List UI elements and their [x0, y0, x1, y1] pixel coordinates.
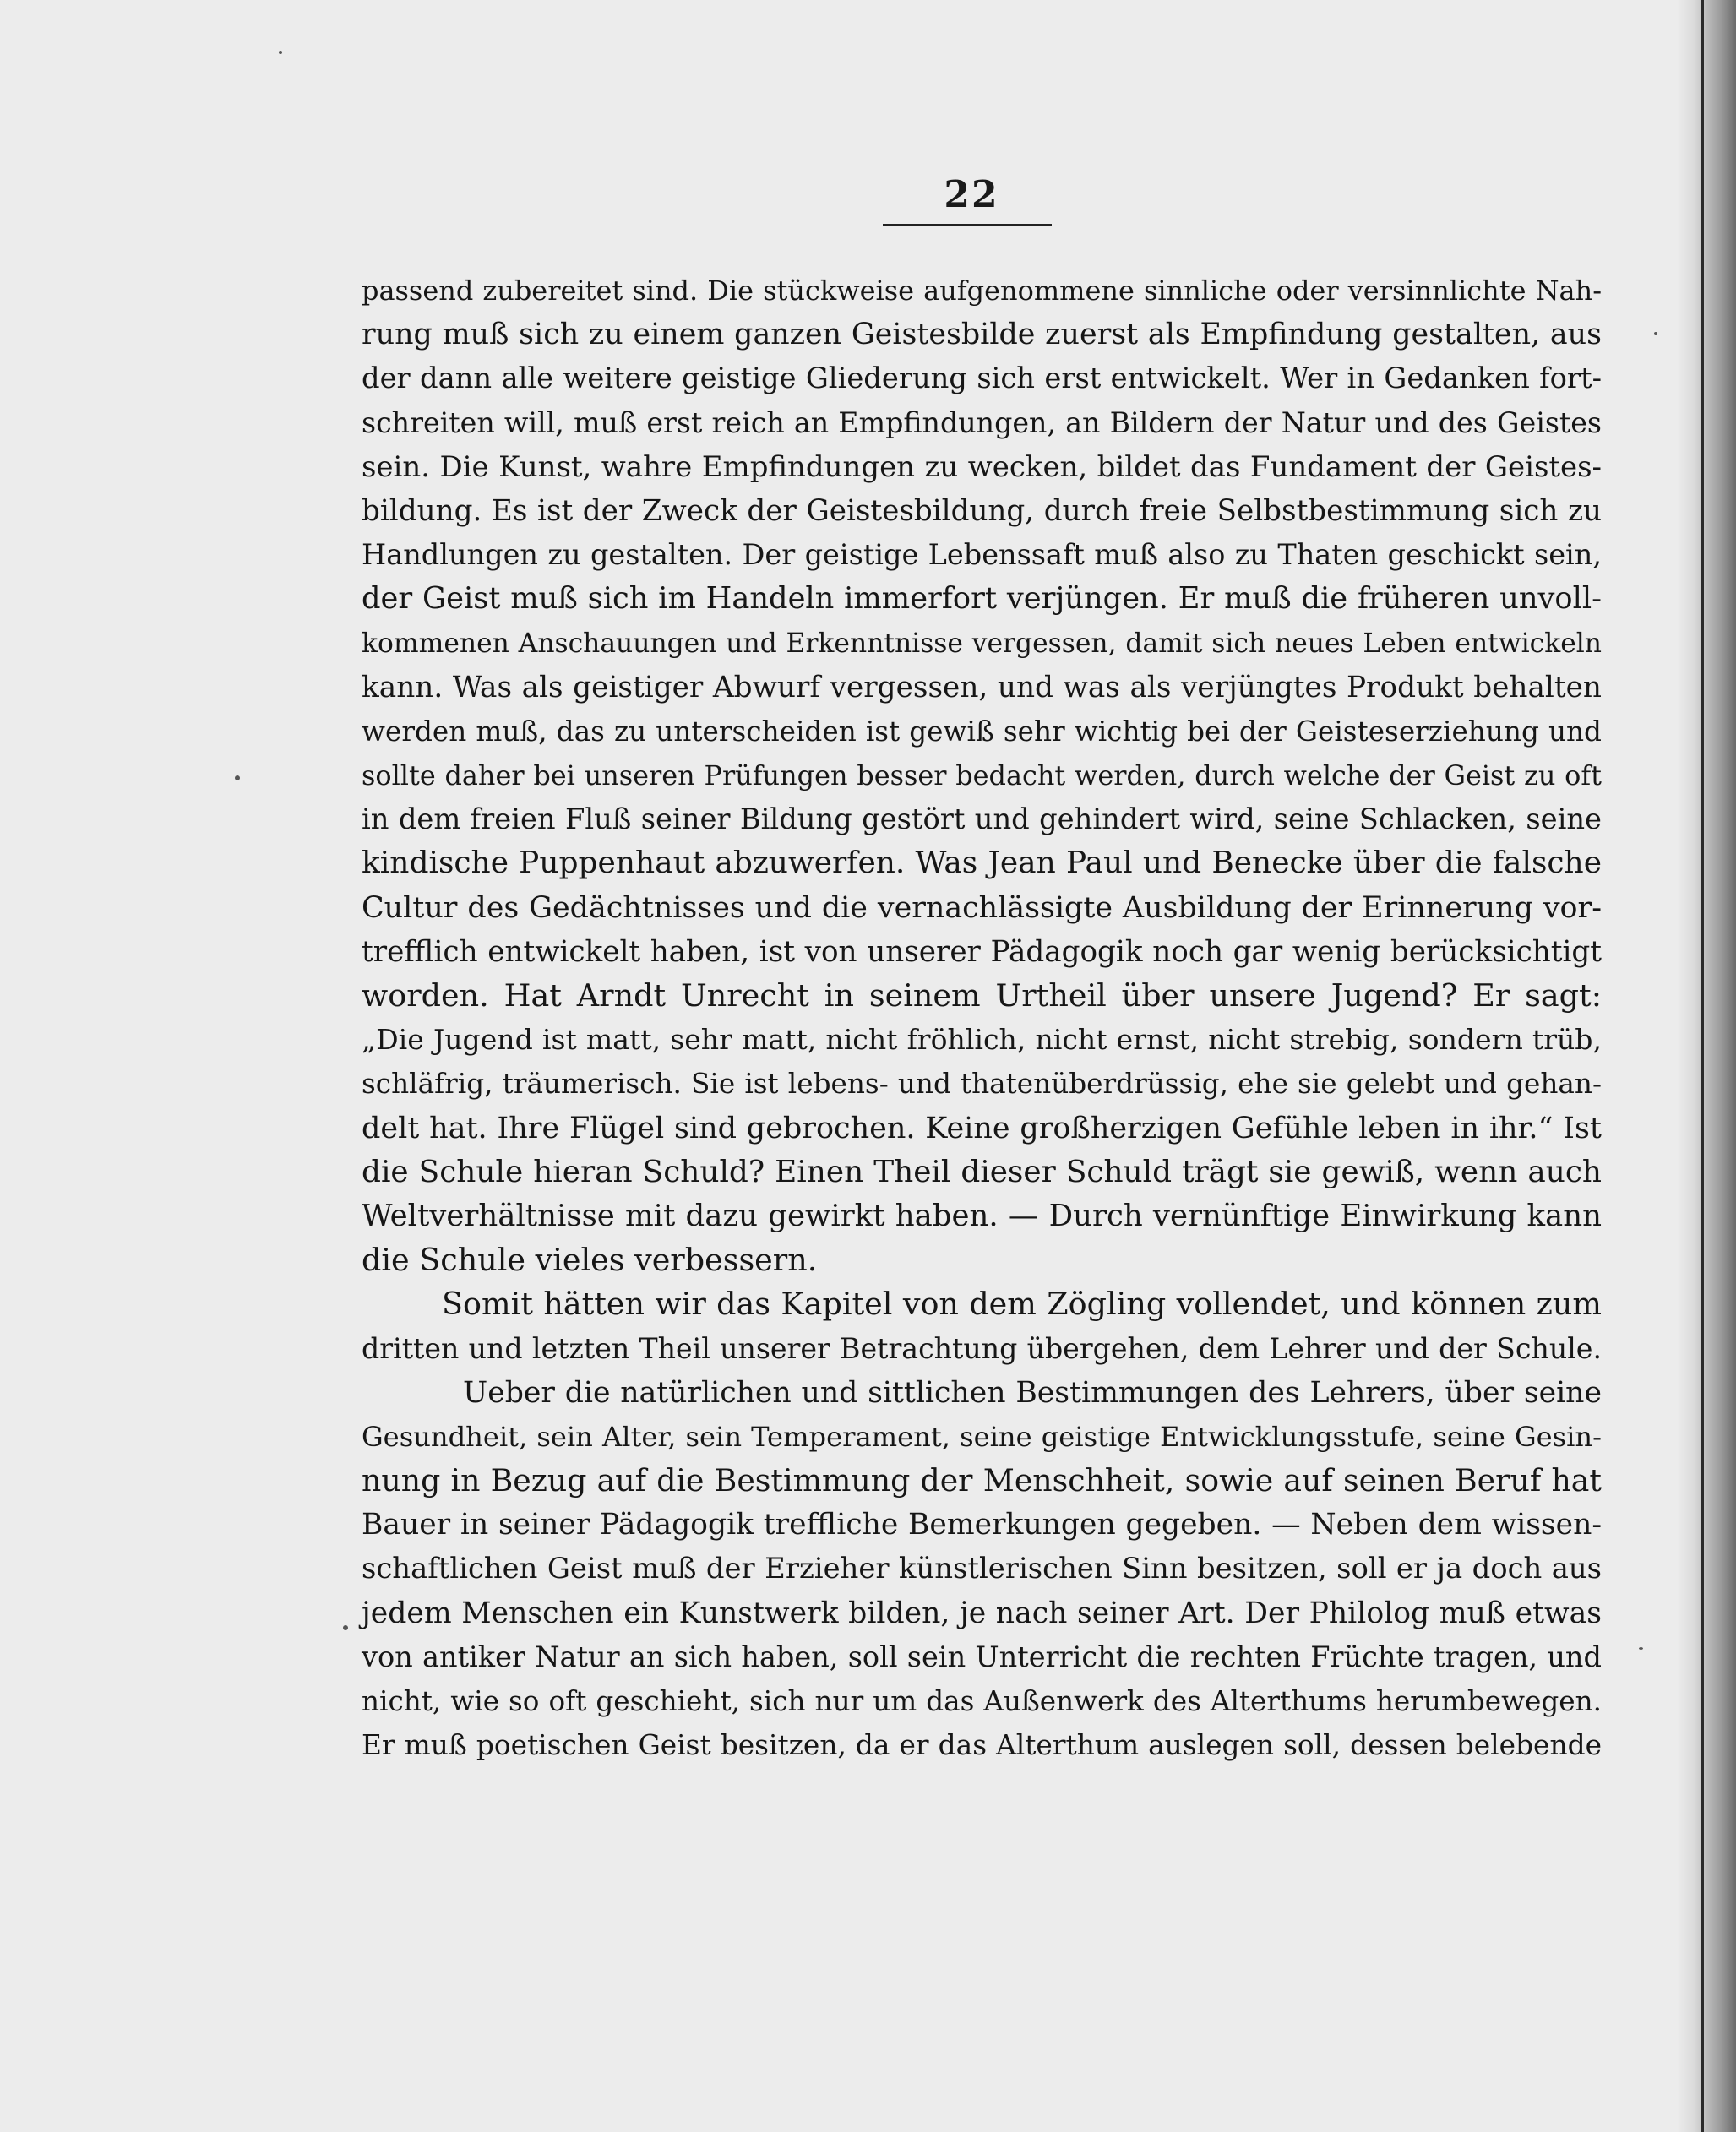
- text-line-5: sein. Die Kunst, wahre Empfindungen zu wecken, bildet das Fundament der Geistes-: [362, 449, 1602, 484]
- text-line-32: von antiker Natur an sich haben, soll sein Unterricht die rechten Früchte tragen, und: [362, 1640, 1602, 1673]
- text-line-3: der dann alle weitere geistige Gliederung sich erst entwickelt. Wer in Gedanken fort-: [362, 362, 1602, 395]
- text-line-7: Handlungen zu gestalten. Der geistige Lebenssaft muß also zu Thaten geschickt sein,: [362, 538, 1602, 572]
- text-line-34: Er muß poetischen Geist besitzen, da er das Alterthum auslegen soll, dessen belebende: [362, 1729, 1602, 1762]
- text-line-22: Weltverhältnisse mit dazu gewirkt haben. — Durch vernünftige Einwirkung kann: [362, 1198, 1602, 1233]
- text-line-9: kommenen Anschauungen und Erkenntnisse vergessen, damit sich neues Leben entwickeln: [362, 628, 1602, 659]
- text-line-1: passend zubereitet sind. Die stückweise aufgenommene sinnliche oder versinnlichte Nah-: [362, 275, 1602, 307]
- text-line-11: werden muß, das zu unterscheiden ist gewiß sehr wichtig bei der Geisteserziehung und: [362, 715, 1602, 748]
- paper-speck: [1639, 1647, 1643, 1650]
- text-line-19: schläfrig, träumerisch. Sie ist lebens- und thatenüberdrüssig, ehe sie gelebt und gehan-: [362, 1068, 1602, 1101]
- text-line-15: Cultur des Gedächtnisses und die vernachlässigte Ausbildung der Erinnerung vor-: [362, 890, 1602, 925]
- text-line-23: die Schule vieles verbessern.: [362, 1242, 818, 1279]
- text-line-4: schreiten will, muß erst reich an Empfindungen, an Bildern der Natur und des Geistes: [362, 405, 1602, 439]
- text-line-12: sollte daher bei unseren Prüfungen besser bedacht werden, durch welche der Geist zu oft: [362, 759, 1602, 792]
- text-line-13: in dem freien Fluß seiner Bildung gestört und gehindert wird, seine Schlacken, seine: [362, 802, 1602, 836]
- text-line-10: kann. Was als geistiger Abwurf vergessen, und was als verjüngtes Produkt behalten: [362, 670, 1602, 704]
- text-line-20: delt hat. Ihre Flügel sind gebrochen. Keine großherzigen Gefühle leben in ihr.“ Ist: [362, 1111, 1602, 1145]
- paper-speck: [343, 1625, 348, 1630]
- text-line-31: jedem Menschen ein Kunstwerk bilden, je nach seiner Art. Der Philolog muß etwas: [362, 1596, 1602, 1630]
- paper-speck: [235, 775, 240, 780]
- text-line-29: Bauer in seiner Pädagogik treffliche Bemerkungen gegeben. — Neben dem wissen-: [362, 1508, 1602, 1542]
- text-line-25: dritten und letzten Theil unserer Betrachtung übergehen, dem Lehrer und der Schule.: [362, 1331, 1602, 1365]
- binding-gutter-shadow: [1677, 0, 1736, 2132]
- text-line-26: Ueber die natürlichen und sittlichen Bestimmungen des Lehrers, über seine: [463, 1375, 1602, 1410]
- text-line-30: schaftlichen Geist muß der Erzieher künstlerischen Sinn besitzen, soll er ja doch aus: [362, 1552, 1602, 1585]
- paper-speck: [1654, 332, 1657, 335]
- text-line-18: „Die Jugend ist matt, sehr matt, nicht fröhlich, nicht ernst, nicht strebig, sondern trüb,: [362, 1023, 1602, 1057]
- text-line-6: bildung. Es ist der Zweck der Geistesbildung, durch freie Selbstbestimmung sich zu: [362, 493, 1602, 528]
- text-line-2: rung muß sich zu einem ganzen Geistesbilde zuerst als Empfindung gestalten, aus: [362, 318, 1602, 352]
- binding-edge: [1701, 0, 1704, 2132]
- text-line-8: der Geist muß sich im Handeln immerfort verjüngen. Er muß die früheren unvoll-: [362, 581, 1602, 617]
- text-line-33: nicht, wie so oft geschieht, sich nur um das Außenwerk des Alterthums herumbewegen.: [362, 1685, 1602, 1717]
- page-number: 22: [944, 173, 999, 216]
- paper-speck: [279, 51, 282, 54]
- text-line-24: Somit hätten wir das Kapitel von dem Zögling vollendet, und können zum: [442, 1286, 1602, 1323]
- text-line-14: kindische Puppenhaut abzuwerfen. Was Jean Paul und Benecke über die falsche: [362, 846, 1602, 881]
- text-line-21: die Schule hieran Schuld? Einen Theil dieser Schuld trägt sie gewiß, wenn auch: [362, 1154, 1602, 1189]
- text-line-17: worden. Hat Arndt Unrecht in seinem Urtheil über unsere Jugend? Er sagt:: [362, 977, 1602, 1014]
- body-text: [362, 269, 1602, 1767]
- text-line-27: Gesundheit, sein Alter, sein Temperament, seine geistige Entwicklungsstufe, seine Gesin-: [362, 1420, 1602, 1453]
- text-line-28: nung in Bezug auf die Bestimmung der Menschheit, sowie auf seinen Beruf hat: [362, 1462, 1602, 1499]
- header-rule: [883, 224, 1052, 226]
- text-line-16: trefflich entwickelt haben, ist von unserer Pädagogik noch gar wenig berücksichtigt: [362, 934, 1602, 969]
